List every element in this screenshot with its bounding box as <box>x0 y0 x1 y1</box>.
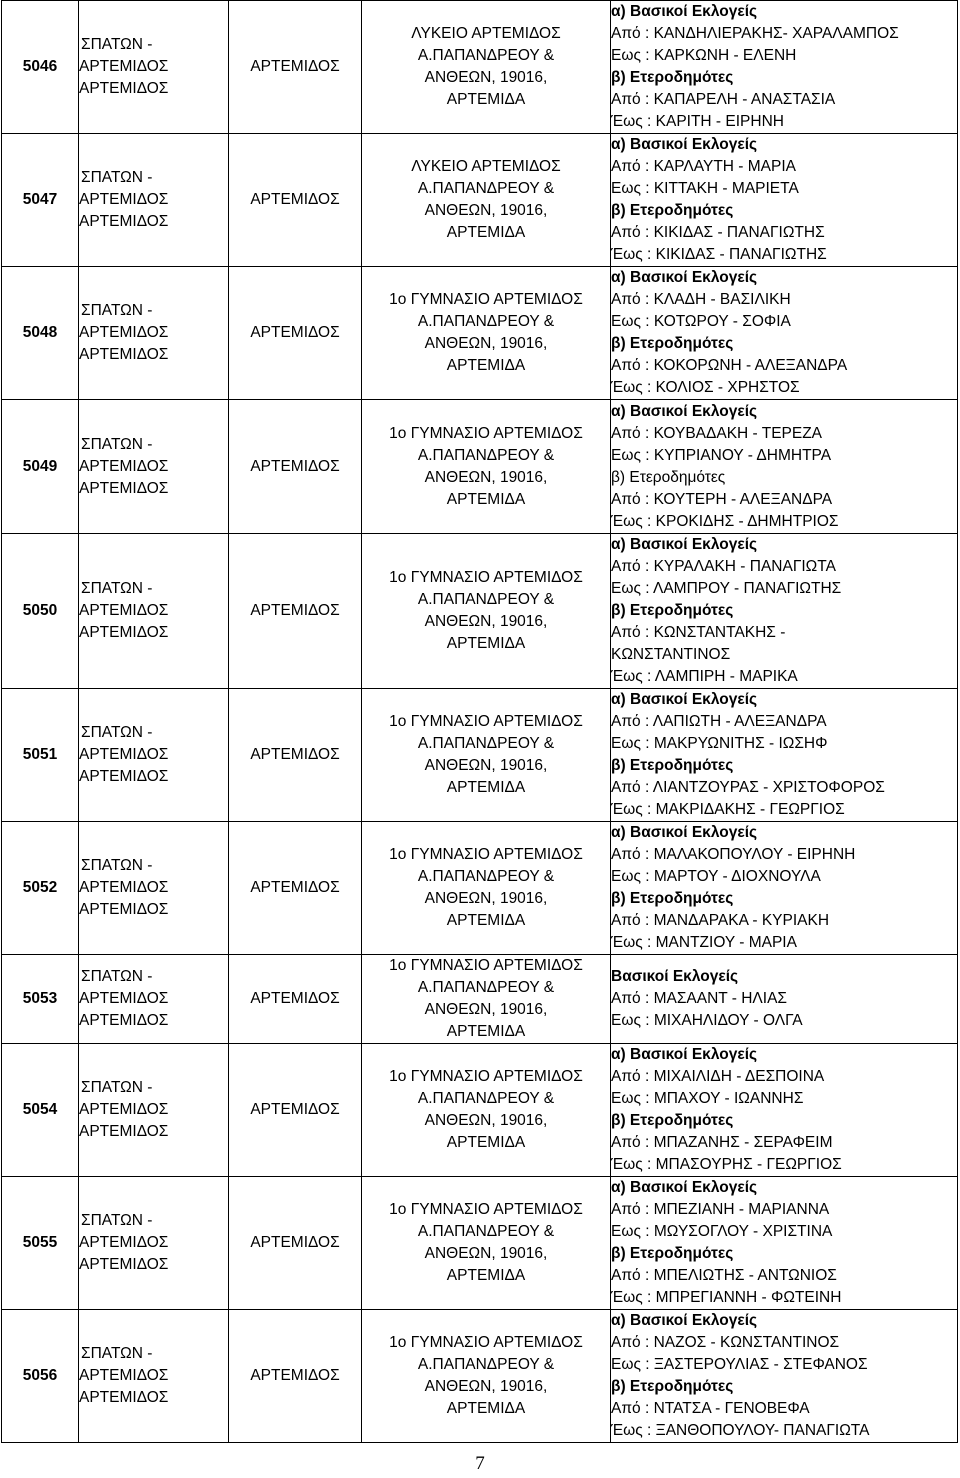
table-row <box>2 1044 958 1177</box>
polling-stations-table <box>1 0 958 1443</box>
municipal-unit: ΑΡΤΕΜΙΔΟΣ <box>229 134 362 267</box>
table-row <box>2 955 958 1044</box>
venue-line: ΑΝΘΕΩΝ, 19016, <box>424 1112 548 1129</box>
voter-category-heading: β) Ετεροδημότες <box>611 1112 734 1129</box>
voter-range-line: Έως : ΚΡΟΚΙΔΗΣ - ΔΗΜΗΤΡΙΟΣ <box>611 512 839 530</box>
voter-category-heading: α) Βασικοί Εκλογείς <box>611 824 758 841</box>
station-number: 5046 <box>2 1 79 134</box>
voters-range-cell <box>611 1310 958 1443</box>
voter-range-line: Από : ΝΑΖΟΣ - ΚΩΝΣΤΑΝΤΙΝΟΣ <box>611 1334 840 1351</box>
municipality-line: ΑΡΤΕΜΙΔΟΣ <box>79 1123 169 1140</box>
table-row <box>2 822 958 955</box>
venue-line: ΑΡΤΕΜΙΔΑ <box>446 635 526 652</box>
venue-line: ΑΝΘΕΩΝ, 19016, <box>424 613 548 630</box>
voters-range-cell <box>611 689 958 822</box>
municipality-line: ΑΡΤΕΜΙΔΟΣ <box>79 80 169 97</box>
municipality-line: ΑΡΤΕΜΙΔΟΣ <box>79 901 169 918</box>
voters-range-cell <box>611 267 958 400</box>
municipality-line: ΣΠΑΤΩΝ - <box>81 580 153 597</box>
station-number: 5054 <box>2 1044 79 1177</box>
voter-range-line: Έως : ΛΑΜΠΙΡΗ - ΜΑΡΙΚΑ <box>611 668 798 685</box>
voter-category-heading: α) Βασικοί Εκλογείς <box>611 536 758 553</box>
voter-range-line: Έως : ΜΠΡΕΓΙΑΝΝΗ - ΦΩΤΕΙΝΗ <box>611 1289 842 1306</box>
venue-line: Α.ΠΑΠΑΝΔΡΕΟΥ & <box>417 180 555 197</box>
voter-range-line: Από : ΜΑΛΑΚΟΠΟΥΛΟΥ - ΕΙΡΗΝΗ <box>611 846 856 863</box>
municipality-line: ΑΡΤΕΜΙΔΟΣ <box>79 58 169 75</box>
municipality-cell <box>79 689 229 822</box>
municipality-line: ΣΠΑΤΩΝ - <box>81 1345 153 1362</box>
voter-range-line: Από : ΜΠΑΖΑΝΗΣ - ΣΕΡΑΦΕΙΜ <box>611 1134 833 1151</box>
venue-line: Α.ΠΑΠΑΝΔΡΕΟΥ & <box>417 868 555 885</box>
municipal-unit: ΑΡΤΕΜΙΔΟΣ <box>229 534 362 689</box>
venue-line: ΑΝΘΕΩΝ, 19016, <box>424 69 548 86</box>
venue-line: ΑΡΤΕΜΙΔΑ <box>446 1134 526 1151</box>
venue-line: 1ο ΓΥΜΝΑΣΙΟ ΑΡΤΕΜΙΔΟΣ <box>389 846 583 863</box>
venue-cell <box>362 400 611 534</box>
table-row <box>2 267 958 400</box>
voter-range-line: Από : ΚΟΥΤΕΡΗ - ΑΛΕΞΑΝΔΡΑ <box>611 490 833 508</box>
venue-line: Α.ΠΑΠΑΝΔΡΕΟΥ & <box>417 591 555 608</box>
voter-range-line: Έως : ΜΑΝΤΖΙΟΥ - ΜΑΡΙΑ <box>611 934 797 951</box>
voter-range-line: Από : ΜΠΕΖΙΑΝΗ - ΜΑΡΙΑΝΝΑ <box>611 1201 830 1218</box>
station-number: 5047 <box>2 134 79 267</box>
voters-range-cell <box>611 822 958 955</box>
venue-line: ΑΝΘΕΩΝ, 19016, <box>424 468 548 486</box>
voters-range-cell <box>611 955 958 1044</box>
table-row <box>2 400 958 534</box>
venue-cell <box>362 1044 611 1177</box>
municipality-line: ΣΠΑΤΩΝ - <box>81 36 153 53</box>
voter-category-heading: β) Ετεροδημότες <box>611 335 734 352</box>
venue-line: Α.ΠΑΠΑΝΔΡΕΟΥ & <box>417 735 555 752</box>
table-row <box>2 1 958 134</box>
polling-stations-body <box>2 1 958 1443</box>
venue-cell <box>362 955 611 1044</box>
voter-range-line: Εως : ΚΙΤΤΑΚΗ - ΜΑΡΙΕΤΑ <box>611 180 799 197</box>
voter-range-line: Εως : ΜΩΥΣΟΓΛΟΥ - ΧΡΙΣΤΙΝΑ <box>611 1223 833 1240</box>
voters-range-cell <box>611 1 958 134</box>
voter-range-line: ΚΩΝΣΤΑΝΤΙΝΟΣ <box>611 646 731 663</box>
venue-line: 1ο ΓΥΜΝΑΣΙΟ ΑΡΤΕΜΙΔΟΣ <box>389 291 583 308</box>
station-number: 5051 <box>2 689 79 822</box>
venue-line: ΑΝΘΕΩΝ, 19016, <box>424 1378 548 1395</box>
municipality-line: ΑΡΤΕΜΙΔΟΣ <box>79 768 169 785</box>
municipality-line: ΣΠΑΤΩΝ - <box>81 435 153 453</box>
municipal-unit: ΑΡΤΕΜΙΔΟΣ <box>229 1177 362 1310</box>
voter-category-heading: β) Ετεροδημότες <box>611 890 734 907</box>
voter-range-line: Από : ΚΟΥΒΑΔΑΚΗ - ΤΕΡΕΖΑ <box>611 424 823 442</box>
venue-cell <box>362 534 611 689</box>
municipality-line: ΑΡΤΕΜΙΔΟΣ <box>79 479 169 497</box>
municipality-line: ΑΡΤΕΜΙΔΟΣ <box>79 1012 169 1029</box>
voters-range-cell <box>611 1044 958 1177</box>
voter-range-line: Από : ΚΛΑΔΗ - ΒΑΣΙΛΙΚΗ <box>611 291 791 308</box>
voter-category-heading: α) Βασικοί Εκλογείς <box>611 691 758 708</box>
venue-line: 1ο ΓΥΜΝΑΣΙΟ ΑΡΤΕΜΙΔΟΣ <box>389 1201 583 1218</box>
venue-line: 1ο ΓΥΜΝΑΣΙΟ ΑΡΤΕΜΙΔΟΣ <box>389 424 583 442</box>
voter-range-line: Από : ΜΑΝΔΑΡΑΚΑ - ΚΥΡΙΑΚΗ <box>611 912 830 929</box>
voter-category-heading: β) Ετεροδημότες <box>611 468 726 486</box>
station-number: 5049 <box>2 400 79 534</box>
venue-line: 1ο ΓΥΜΝΑΣΙΟ ΑΡΤΕΜΙΔΟΣ <box>389 713 583 730</box>
voter-range-line: Από : ΚΑΝΔΗΛΙΕΡΑΚΗΣ- ΧΑΡΑΛΑΜΠΟΣ <box>611 25 899 42</box>
venue-line: Α.ΠΑΠΑΝΔΡΕΟΥ & <box>417 446 555 464</box>
venue-line: 1ο ΓΥΜΝΑΣΙΟ ΑΡΤΕΜΙΔΟΣ <box>389 1068 583 1085</box>
venue-line: ΛΥΚΕΙΟ ΑΡΤΕΜΙΔΟΣ <box>411 25 561 42</box>
municipality-line: ΣΠΑΤΩΝ - <box>81 1212 153 1229</box>
voter-range-line: Εως : ΜΠΑΧΟΥ - ΙΩΑΝΝΗΣ <box>611 1090 804 1107</box>
voter-category-heading: α) Βασικοί Εκλογείς <box>611 136 758 153</box>
voter-range-line: Από : ΚΙΚΙΔΑΣ - ΠΑΝΑΓΙΩΤΗΣ <box>611 224 825 241</box>
venue-line: Α.ΠΑΠΑΝΔΡΕΟΥ & <box>417 47 555 64</box>
station-number: 5050 <box>2 534 79 689</box>
municipality-cell <box>79 134 229 267</box>
voter-range-line: Από : ΛΙΑΝΤΖΟΥΡΑΣ - ΧΡΙΣΤΟΦΟΡΟΣ <box>611 779 885 796</box>
voter-category-heading: β) Ετεροδημότες <box>611 757 734 774</box>
venue-line: ΑΡΤΕΜΙΔΑ <box>446 779 526 796</box>
municipality-cell <box>79 955 229 1044</box>
venue-line: ΑΝΘΕΩΝ, 19016, <box>424 202 548 219</box>
voter-range-line: Από : ΚΑΡΛΑΥΤΗ - ΜΑΡΙΑ <box>611 158 796 175</box>
voter-range-line: Εως : ΚΟΤΩΡΟΥ - ΣΟΦΙΑ <box>611 313 791 330</box>
voter-range-line: Από : ΚΥΡΑΛΑΚΗ - ΠΑΝΑΓΙΩΤΑ <box>611 558 836 575</box>
voter-category-heading: α) Βασικοί Εκλογείς <box>611 3 758 20</box>
voter-category-heading: α) Βασικοί Εκλογείς <box>611 1312 758 1329</box>
venue-line: ΑΡΤΕΜΙΔΑ <box>446 91 526 108</box>
venue-line: ΑΡΤΕΜΙΔΑ <box>446 490 526 508</box>
voter-range-line: Εως : ΚΥΠΡΙΑΝΟΥ - ΔΗΜΗΤΡΑ <box>611 446 832 464</box>
municipal-unit: ΑΡΤΕΜΙΔΟΣ <box>229 400 362 534</box>
voter-range-line: Από : ΚΩΝΣΤΑΝΤΑΚΗΣ - <box>611 624 786 641</box>
municipality-line: ΣΠΑΤΩΝ - <box>81 968 153 985</box>
table-row <box>2 1310 958 1443</box>
municipality-line: ΑΡΤΕΜΙΔΟΣ <box>79 1367 169 1384</box>
voters-range-cell <box>611 134 958 267</box>
municipal-unit: ΑΡΤΕΜΙΔΟΣ <box>229 1044 362 1177</box>
municipality-cell <box>79 1 229 134</box>
table-row <box>2 1177 958 1310</box>
voter-range-line: Από : ΜΠΕΛΙΩΤΗΣ - ΑΝΤΩΝΙΟΣ <box>611 1267 837 1284</box>
table-row <box>2 689 958 822</box>
voter-range-line: Από : ΛΑΠΙΩΤΗ - ΑΛΕΞΑΝΔΡΑ <box>611 713 827 730</box>
venue-line: Α.ΠΑΠΑΝΔΡΕΟΥ & <box>417 1223 555 1240</box>
venue-line: ΑΝΘΕΩΝ, 19016, <box>424 1001 548 1018</box>
municipality-cell <box>79 1177 229 1310</box>
voters-range-cell <box>611 1177 958 1310</box>
venue-line: 1ο ΓΥΜΝΑΣΙΟ ΑΡΤΕΜΙΔΟΣ <box>389 1334 583 1351</box>
municipality-cell <box>79 534 229 689</box>
municipality-cell <box>79 822 229 955</box>
station-number: 5052 <box>2 822 79 955</box>
venue-cell <box>362 822 611 955</box>
venue-cell <box>362 689 611 822</box>
station-number: 5056 <box>2 1310 79 1443</box>
voter-category-heading: α) Βασικοί Εκλογείς <box>611 402 758 420</box>
venue-line: ΑΡΤΕΜΙΔΑ <box>446 1267 526 1284</box>
venue-line: ΑΝΘΕΩΝ, 19016, <box>424 757 548 774</box>
municipal-unit: ΑΡΤΕΜΙΔΟΣ <box>229 1310 362 1443</box>
venue-line: ΑΝΘΕΩΝ, 19016, <box>424 335 548 352</box>
venue-cell <box>362 1 611 134</box>
municipality-line: ΑΡΤΕΜΙΔΟΣ <box>79 990 169 1007</box>
table-row <box>2 134 958 267</box>
municipality-line: ΑΡΤΕΜΙΔΟΣ <box>79 1256 169 1273</box>
voter-range-line: Εως : ΞΑΣΤΕΡΟΥΛΙΑΣ - ΣΤΕΦΑΝΟΣ <box>611 1356 868 1373</box>
voter-range-line: Έως : ΜΠΑΣΟΥΡΗΣ - ΓΕΩΡΓΙΟΣ <box>611 1156 842 1173</box>
voter-range-line: Έως : ΚΙΚΙΔΑΣ - ΠΑΝΑΓΙΩΤΗΣ <box>611 246 827 263</box>
venue-cell <box>362 267 611 400</box>
voter-category-heading: Βασικοί Εκλογείς <box>611 968 739 985</box>
voter-range-line: Εως : ΜΑΚΡΥΩΝΙΤΗΣ - ΙΩΣΗΦ <box>611 735 828 752</box>
table-row <box>2 534 958 689</box>
voter-category-heading: β) Ετεροδημότες <box>611 202 734 219</box>
municipality-line: ΑΡΤΕΜΙΔΟΣ <box>79 213 169 230</box>
municipality-line: ΣΠΑΤΩΝ - <box>81 724 153 741</box>
venue-line: Α.ΠΑΠΑΝΔΡΕΟΥ & <box>417 1356 555 1373</box>
voter-range-line: Από : ΜΑΣΑΑΝΤ - ΗΛΙΑΣ <box>611 990 788 1007</box>
voter-category-heading: β) Ετεροδημότες <box>611 602 734 619</box>
municipality-line: ΑΡΤΕΜΙΔΟΣ <box>79 624 169 641</box>
municipality-line: ΣΠΑΤΩΝ - <box>81 1079 153 1096</box>
venue-line: ΑΝΘΕΩΝ, 19016, <box>424 1245 548 1262</box>
voter-range-line: Έως : ΚΑΡΙΤΗ - ΕΙΡΗΝΗ <box>611 113 784 130</box>
municipality-line: ΑΡΤΕΜΙΔΟΣ <box>79 324 169 341</box>
voter-range-line: Έως : ΚΟΛΙΟΣ - ΧΡΗΣΤΟΣ <box>611 379 800 396</box>
voter-range-line: Εως : ΜΙΧΑΗΛΙΔΟΥ - ΟΛΓΑ <box>611 1012 803 1029</box>
station-number: 5048 <box>2 267 79 400</box>
municipality-line: ΣΠΑΤΩΝ - <box>81 857 153 874</box>
station-number: 5053 <box>2 955 79 1044</box>
voter-range-line: Εως : ΛΑΜΠΡΟΥ - ΠΑΝΑΓΙΩΤΗΣ <box>611 580 842 597</box>
voters-range-cell <box>611 400 958 534</box>
venue-cell <box>362 1310 611 1443</box>
venue-line: ΑΡΤΕΜΙΔΑ <box>446 1023 526 1040</box>
municipal-unit: ΑΡΤΕΜΙΔΟΣ <box>229 955 362 1044</box>
voter-range-line: Από : ΜΙΧΑΙΛΙΔΗ - ΔΕΣΠΟΙΝΑ <box>611 1068 825 1085</box>
voter-category-heading: β) Ετεροδημότες <box>611 1245 734 1262</box>
station-number: 5055 <box>2 1177 79 1310</box>
voter-category-heading: α) Βασικοί Εκλογείς <box>611 269 758 286</box>
municipality-line: ΑΡΤΕΜΙΔΟΣ <box>79 457 169 475</box>
municipality-cell <box>79 1044 229 1177</box>
municipal-unit: ΑΡΤΕΜΙΔΟΣ <box>229 689 362 822</box>
venue-line: Α.ΠΑΠΑΝΔΡΕΟΥ & <box>417 979 555 996</box>
municipality-cell <box>79 267 229 400</box>
page-number: 7 <box>475 1453 485 1474</box>
municipality-line: ΑΡΤΕΜΙΔΟΣ <box>79 1389 169 1406</box>
municipality-cell <box>79 400 229 534</box>
venue-line: ΑΡΤΕΜΙΔΑ <box>446 912 526 929</box>
municipality-line: ΑΡΤΕΜΙΔΟΣ <box>79 1234 169 1251</box>
voter-range-line: Από : ΚΑΠΑΡΕΛΗ - ΑΝΑΣΤΑΣΙΑ <box>611 91 836 108</box>
venue-line: ΑΝΘΕΩΝ, 19016, <box>424 890 548 907</box>
voter-range-line: Έως : ΜΑΚΡΙΔΑΚΗΣ - ΓΕΩΡΓΙΟΣ <box>611 801 845 818</box>
voters-range-cell <box>611 534 958 689</box>
municipality-line: ΑΡΤΕΜΙΔΟΣ <box>79 191 169 208</box>
municipal-unit: ΑΡΤΕΜΙΔΟΣ <box>229 822 362 955</box>
venue-line: 1ο ΓΥΜΝΑΣΙΟ ΑΡΤΕΜΙΔΟΣ <box>389 957 583 974</box>
voter-range-line: Έως : ΞΑΝΘΟΠΟΥΛΟΥ- ΠΑΝΑΓΙΩΤΑ <box>611 1422 870 1439</box>
venue-line: Α.ΠΑΠΑΝΔΡΕΟΥ & <box>417 1090 555 1107</box>
municipality-cell <box>79 1310 229 1443</box>
venue-line: Α.ΠΑΠΑΝΔΡΕΟΥ & <box>417 313 555 330</box>
municipality-line: ΣΠΑΤΩΝ - <box>81 302 153 319</box>
voter-category-heading: β) Ετεροδημότες <box>611 1378 734 1395</box>
municipality-line: ΣΠΑΤΩΝ - <box>81 169 153 186</box>
venue-line: ΛΥΚΕΙΟ ΑΡΤΕΜΙΔΟΣ <box>411 158 561 175</box>
municipality-line: ΑΡΤΕΜΙΔΟΣ <box>79 346 169 363</box>
municipality-line: ΑΡΤΕΜΙΔΟΣ <box>79 746 169 763</box>
voter-category-heading: α) Βασικοί Εκλογείς <box>611 1046 758 1063</box>
venue-line: ΑΡΤΕΜΙΔΑ <box>446 224 526 241</box>
venue-cell <box>362 134 611 267</box>
venue-line: ΑΡΤΕΜΙΔΑ <box>446 1400 526 1417</box>
municipality-line: ΑΡΤΕΜΙΔΟΣ <box>79 879 169 896</box>
venue-line: ΑΡΤΕΜΙΔΑ <box>446 357 526 374</box>
venue-cell <box>362 1177 611 1310</box>
voter-category-heading: α) Βασικοί Εκλογείς <box>611 1179 758 1196</box>
venue-line: 1ο ΓΥΜΝΑΣΙΟ ΑΡΤΕΜΙΔΟΣ <box>389 569 583 586</box>
municipality-line: ΑΡΤΕΜΙΔΟΣ <box>79 1101 169 1118</box>
municipality-line: ΑΡΤΕΜΙΔΟΣ <box>79 602 169 619</box>
municipal-unit: ΑΡΤΕΜΙΔΟΣ <box>229 267 362 400</box>
municipal-unit: ΑΡΤΕΜΙΔΟΣ <box>229 1 362 134</box>
voter-range-line: Από : ΚΟΚΟΡΩΝΗ - ΑΛΕΞΑΝΔΡΑ <box>611 357 848 374</box>
voter-category-heading: β) Ετεροδημότες <box>611 69 734 86</box>
voter-range-line: Εως : ΜΑΡΤΟΥ - ΔΙΟΧΝΟΥΛΑ <box>611 868 821 885</box>
voter-range-line: Εως : ΚΑΡΚΩΝΗ - ΕΛΕΝΗ <box>611 47 797 64</box>
voter-range-line: Από : ΝΤΑΤΣΑ - ΓΕΝΟΒΕΦΑ <box>611 1400 810 1417</box>
